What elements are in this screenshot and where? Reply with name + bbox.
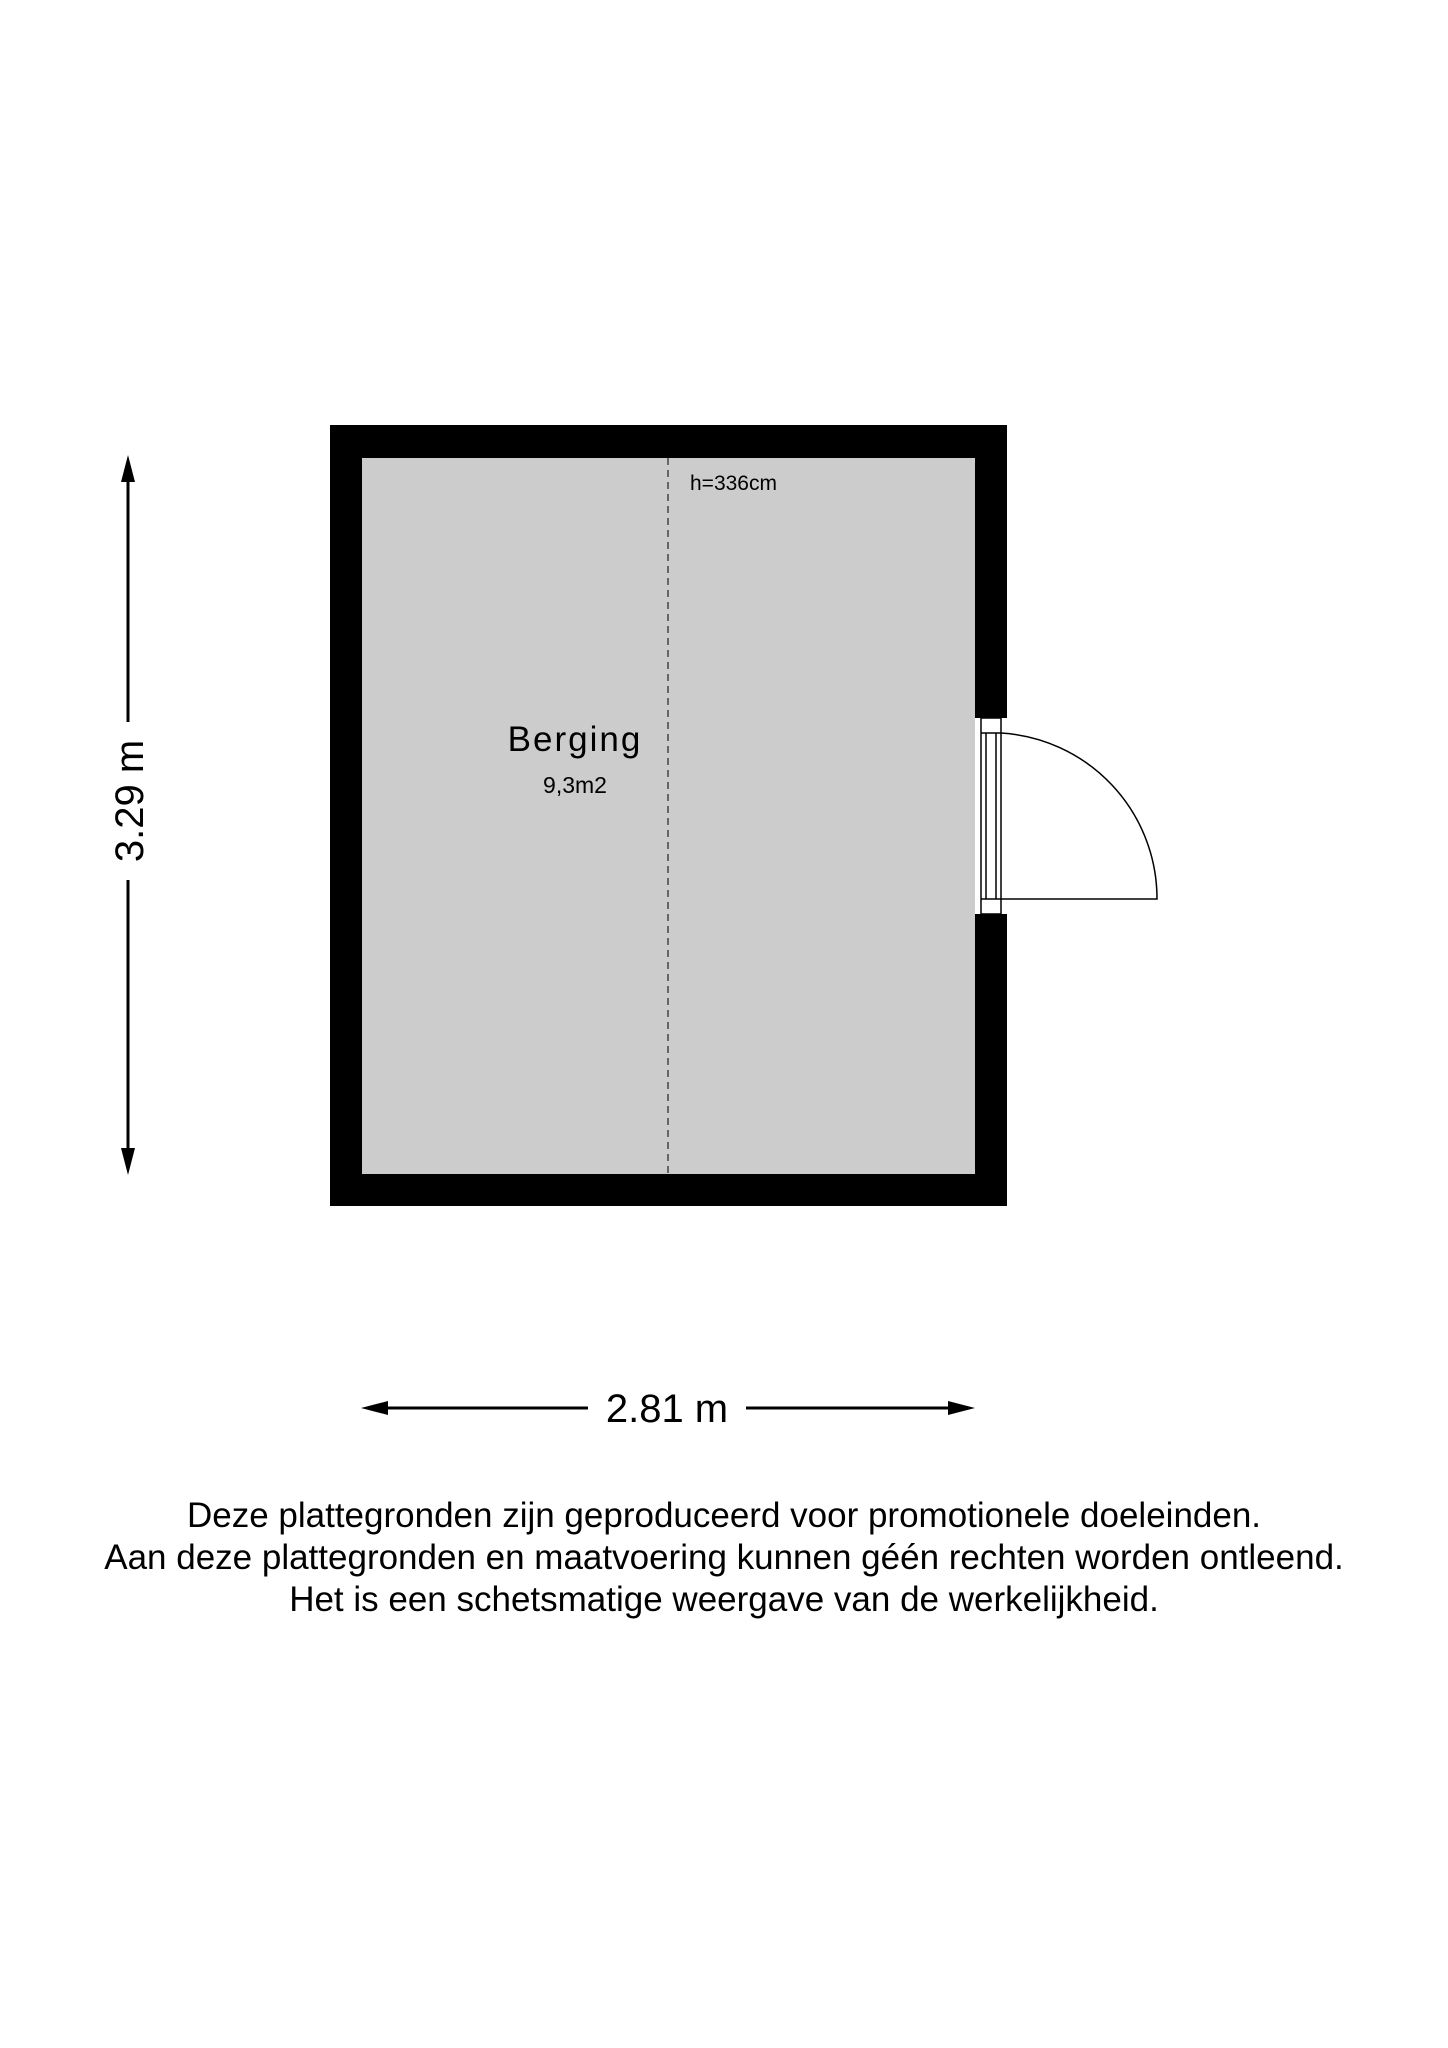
room-floor <box>362 458 975 1174</box>
disclaimer-line: Het is een schetsmatige weergave van de werkelijkheid. <box>289 1580 1159 1619</box>
disclaimer-line: Aan deze plattegronden en maatvoering kunnen géén rechten worden ontleend. <box>104 1538 1344 1577</box>
height-dimension-label: 3.29 m <box>108 739 152 863</box>
door-swing-arc <box>1001 733 1157 899</box>
room-area: 9,3m2 <box>543 772 607 798</box>
room-name: Berging <box>507 720 643 759</box>
door <box>981 718 1001 914</box>
height-note: h=336cm <box>690 472 777 495</box>
width-dimension-label: 2.81 m <box>605 1387 729 1431</box>
disclaimer <box>0 1495 1448 1621</box>
disclaimer-line: Deze plattegronden zijn geproduceerd voor promotionele doeleinden. <box>186 1496 1262 1535</box>
